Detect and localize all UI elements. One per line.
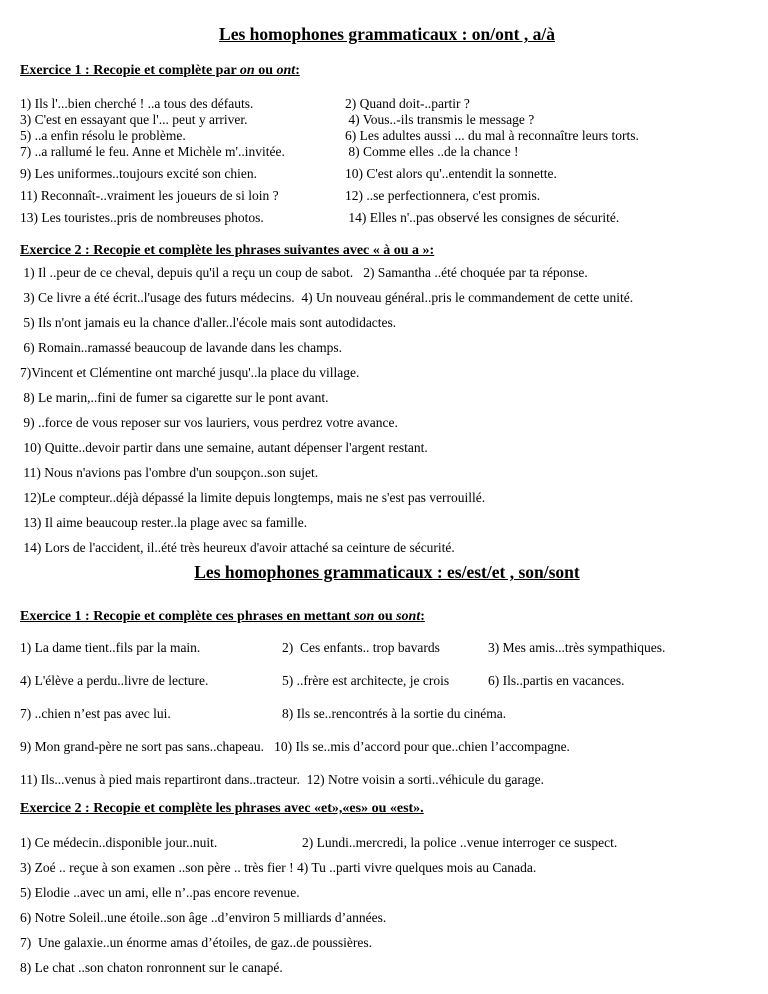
heading-text: :: [295, 63, 300, 78]
sentence-line: 3) Ce livre a été écrit..l'usage des futurs médecins. 4) Un nouveau général..pris le commandement de cette unité.: [20, 290, 634, 305]
exercise-1-heading: [20, 63, 754, 79]
exercise-row: [20, 672, 754, 689]
sentence-item: 2) Ces enfants.. trop bavards: [282, 640, 440, 655]
sentence-line: 11) Nous n'avions pas l'ombre d'un soupçon..son sujet.: [20, 465, 319, 480]
sentence-line: 9) ..force de vous reposer sur vos lauriers, vous perdrez votre avance.: [20, 415, 398, 430]
sentence-item: 4) L'élève a perdu..livre de lecture.: [20, 673, 209, 688]
sentence-item: 14) Elles n'..pas observé les consignes de sécurité.: [345, 210, 620, 225]
sentence-item: 11) Reconnaît-..vraiment les joueurs de si loin ?: [20, 188, 279, 203]
exercise-row: [20, 96, 754, 112]
exercise-row: [20, 188, 754, 204]
heading-italic-word: son: [354, 609, 375, 624]
sentence-item: 3) Mes amis...très sympathiques.: [488, 640, 666, 655]
heading-italic-word: ont: [276, 63, 296, 78]
sentence-item: 9) Mon grand-père ne sort pas sans..chapeau. 10) Ils se..mis d’accord pour que..chien l’accompagne.: [20, 739, 570, 754]
sentence-item: 1) La dame tient..fils par la main.: [20, 640, 201, 655]
sentence-item: 6) Les adultes aussi ... du mal à reconnaître leurs torts.: [345, 128, 639, 143]
sentence-line: 1) Il ..peur de ce cheval, depuis qu'il a reçu un coup de sabot. 2) Samantha ..été choquée par ta réponse.: [20, 265, 588, 280]
exercise-2b-heading: Exercice 2 : Recopie et complète les phrases avec «et»,«es» ou «est».: [20, 801, 424, 816]
sentence-item: 6) Ils..partis en vacances.: [488, 673, 625, 688]
sentence-line: 8) Le chat ..son chaton ronronnent sur le canapé.: [20, 960, 283, 975]
sentence-item: 13) Les touristes..pris de nombreuses photos.: [20, 210, 264, 225]
exercise-2-items: [20, 265, 754, 556]
sentence-line: 8) Le marin,..fini de fumer sa cigarette sur le pont avant.: [20, 390, 329, 405]
exercise-1b-heading: [20, 609, 754, 625]
exercise-row: [20, 639, 754, 656]
sentence-item: 4) Vous..-ils transmis le message ?: [345, 112, 535, 127]
page-title-2: Les homophones grammaticaux : es/est/et , son/sont: [194, 562, 580, 582]
sentence-line: [20, 771, 754, 788]
sentence-item: 7) ..a rallumé le feu. Anne et Michèle m'..invitée.: [20, 144, 285, 159]
exercise-row: [20, 128, 754, 144]
exercise-row: [20, 705, 754, 722]
sentence-item: 8) Ils se..rencontrés à la sortie du cinéma.: [282, 706, 507, 721]
page-title: Les homophones grammaticaux : on/ont , a/à: [219, 24, 555, 44]
exercise-row: [20, 166, 754, 182]
exercise-1b-items: [20, 639, 754, 788]
exercise-row: [20, 210, 754, 226]
sentence-line: 7)Vincent et Clémentine ont marché jusqu'..la place du village.: [20, 365, 360, 380]
sentence-item: 2) Lundi..mercredi, la police ..venue interroger ce suspect.: [302, 835, 618, 850]
sentence-item: 7) ..chien n’est pas avec lui.: [20, 706, 171, 721]
sentence-item: 1) Ils l'...bien cherché ! ..a tous des défauts.: [20, 96, 254, 111]
heading-italic-word: sont: [396, 609, 421, 624]
sentence-item: 3) C'est en essayant que l'... peut y arriver.: [20, 112, 248, 127]
exercise-2-heading: Exercice 2 : Recopie et complète les phrases suivantes avec « à ou a »:: [20, 243, 435, 258]
sentence-line: 13) Il aime beaucoup rester..la plage avec sa famille.: [20, 515, 308, 530]
sentence-line: 10) Quitte..devoir partir dans une semaine, autant dépenser l'argent restant.: [20, 440, 428, 455]
sentence-item: 10) C'est alors qu'..entendit la sonnette.: [345, 166, 557, 181]
exercise-2b-items: [20, 834, 754, 976]
sentence-item: 8) Comme elles ..de la chance !: [345, 144, 519, 159]
heading-text: Exercice 1 : Recopie et complète ces phrases en mettant: [20, 609, 355, 624]
exercise-row: [20, 834, 754, 851]
sentence-line: 3) Zoé .. reçue à son examen ..son père .. très fier ! 4) Tu ..parti vivre quelques mois au Canada.: [20, 860, 537, 875]
sentence-line: 6) Romain..ramassé beaucoup de lavande dans les champs.: [20, 340, 343, 355]
heading-text: :: [420, 609, 425, 624]
sentence-line: 5) Ils n'ont jamais eu la chance d'aller..l'école mais sont autodidactes.: [20, 315, 397, 330]
sentence-line: 5) Elodie ..avec un ami, elle n’..pas encore revenue.: [20, 885, 300, 900]
exercise-row: [20, 112, 754, 128]
sentence-item: 2) Quand doit-..partir ?: [345, 96, 470, 111]
heading-italic-word: on: [239, 63, 255, 78]
sentence-item: 11) Ils...venus à pied mais repartiront dans..tracteur. 12) Notre voisin a sorti..véhicule du garage.: [20, 772, 544, 787]
sentence-item: 5) ..frère est architecte, je crois: [282, 673, 450, 688]
exercise-row: [20, 144, 754, 160]
sentence-line: 7) Une galaxie..un énorme amas d’étoiles, de gaz..de poussières.: [20, 935, 373, 950]
sentence-line: [20, 738, 754, 755]
heading-text: Exercice 1 : Recopie et complète par: [20, 63, 240, 78]
sentence-item: 12) ..se perfectionnera, c'est promis.: [345, 188, 541, 203]
sentence-line: 6) Notre Soleil..une étoile..son âge ..d’environ 5 milliards d’années.: [20, 910, 387, 925]
sentence-item: 5) ..a enfin résolu le problème.: [20, 128, 186, 143]
sentence-line: 12)Le compteur..déjà dépassé la limite depuis longtemps, mais ne s'est pas verrouillé.: [20, 490, 486, 505]
sentence-line: 14) Lors de l'accident, il..été très heureux d'avoir attaché sa ceinture de sécurité.: [20, 540, 455, 555]
exercise-1-items: [20, 96, 754, 226]
sentence-item: 9) Les uniformes..toujours excité son chien.: [20, 166, 257, 181]
heading-text: ou: [254, 63, 277, 78]
sentence-item: 1) Ce médecin..disponible jour..nuit.: [20, 835, 218, 850]
heading-text: ou: [374, 609, 397, 624]
